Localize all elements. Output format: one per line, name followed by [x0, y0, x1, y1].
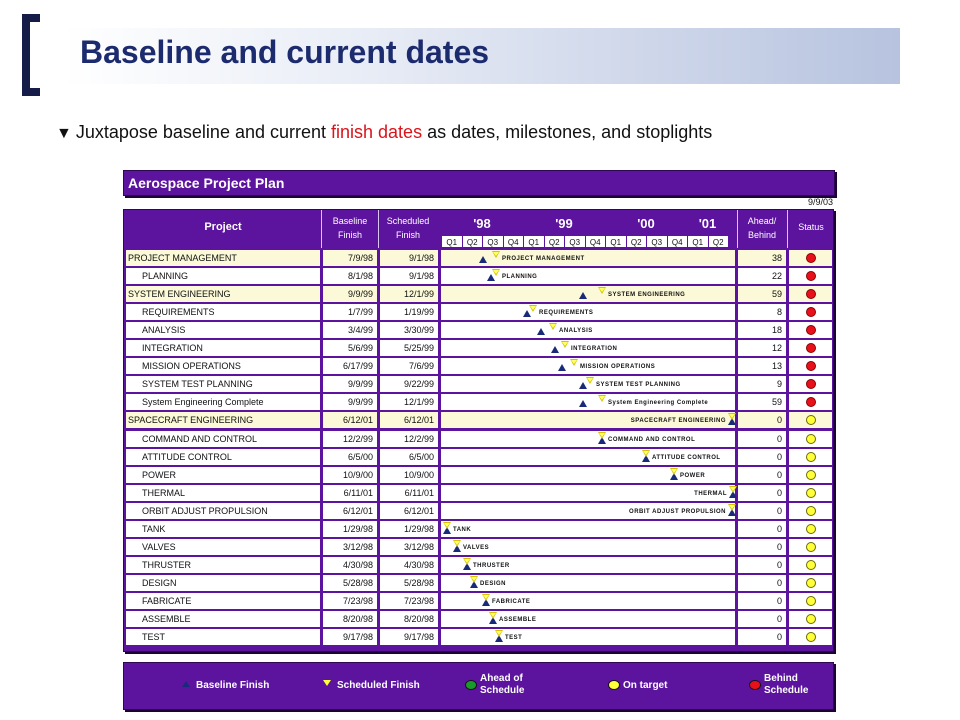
red-light-icon	[806, 397, 816, 407]
bullet-triangle-icon: ▼	[56, 125, 72, 142]
baseline-finish: 5/28/98	[323, 575, 377, 591]
green-light-icon	[465, 680, 477, 690]
baseline-finish: 1/29/98	[323, 521, 377, 537]
yellow-light-icon	[806, 614, 816, 624]
baseline-finish: 1/7/99	[323, 304, 377, 320]
scheduled-finish: 6/12/01	[380, 503, 438, 519]
status-cell	[789, 521, 832, 537]
baseline-finish: 9/9/99	[323, 394, 377, 410]
yellow-light-icon	[806, 506, 816, 516]
baseline-finish: 9/17/98	[323, 629, 377, 645]
milestone-label: REQUIREMENTS	[539, 310, 594, 317]
red-light-icon	[806, 253, 816, 263]
ahead-behind-days: 0	[738, 593, 786, 609]
legend-ontarget: On target	[623, 680, 668, 691]
ahead-behind-days: 38	[738, 250, 786, 266]
timeline-cell	[441, 539, 735, 555]
ahead-behind-days: 0	[738, 431, 786, 447]
milestone-label: FABRICATE	[492, 598, 531, 605]
milestone-label: SYSTEM ENGINEERING	[608, 292, 686, 299]
quarter-label: Q2	[462, 235, 484, 248]
ahead-behind-days: 9	[738, 376, 786, 392]
timeline-cell	[441, 521, 735, 537]
yellow-light-icon	[806, 415, 816, 425]
legend-behind	[764, 673, 808, 697]
red-light-icon	[806, 271, 816, 281]
scheduled-finish: 6/11/01	[380, 485, 438, 501]
table-row[interactable]	[126, 503, 832, 519]
baseline-marker-icon	[551, 346, 559, 353]
quarter-label: Q1	[523, 235, 545, 248]
table-row[interactable]	[126, 593, 832, 609]
table-row[interactable]	[126, 412, 832, 428]
bullet-text	[56, 122, 712, 143]
status-cell	[789, 503, 832, 519]
scheduled-marker-icon	[728, 413, 736, 420]
scheduled-finish: 8/20/98	[380, 611, 438, 627]
milestone-label: COMMAND AND CONTROL	[608, 436, 696, 443]
red-light-icon	[806, 289, 816, 299]
header-divider	[737, 210, 738, 248]
timeline-cell	[441, 611, 735, 627]
header-divider	[787, 210, 788, 248]
header-scheduled	[379, 214, 437, 242]
task-name: ASSEMBLE	[126, 611, 320, 627]
year-label: '00	[637, 216, 655, 231]
milestone-label: System Engineering Complete	[608, 400, 709, 407]
scheduled-marker-icon	[670, 468, 678, 475]
task-name: THERMAL	[126, 485, 320, 501]
ahead-behind-days: 59	[738, 394, 786, 410]
baseline-finish: 6/12/01	[323, 503, 377, 519]
milestone-label: INTEGRATION	[571, 346, 618, 353]
bullet-text-accent: finish dates	[331, 122, 423, 142]
scheduled-finish: 3/30/99	[380, 322, 438, 338]
scheduled-marker-icon	[570, 359, 578, 366]
status-cell	[789, 593, 832, 609]
status-cell	[789, 485, 832, 501]
table-row[interactable]	[126, 557, 832, 573]
milestone-label: ORBIT ADJUST PROPULSION	[629, 508, 726, 515]
milestone-label: ATTITUDE CONTROL	[652, 454, 721, 461]
milestone-label: MISSION OPERATIONS	[580, 364, 656, 371]
table-row[interactable]	[126, 467, 832, 483]
table-row[interactable]	[126, 449, 832, 465]
timeline-cell	[441, 340, 735, 356]
table-row[interactable]	[126, 629, 832, 645]
plan-date: 9/9/03	[808, 197, 834, 207]
red-light-icon	[749, 680, 761, 690]
status-cell	[789, 268, 832, 284]
scheduled-finish: 1/19/99	[380, 304, 438, 320]
quarter-label: Q1	[605, 235, 627, 248]
table-row[interactable]	[126, 304, 832, 320]
timeline-cell	[441, 557, 735, 573]
table-row[interactable]	[126, 322, 832, 338]
status-cell	[789, 539, 832, 555]
baseline-finish: 6/12/01	[323, 412, 377, 428]
legend-behind-line1: Behind	[764, 673, 798, 684]
scheduled-finish: 6/5/00	[380, 449, 438, 465]
scheduled-marker-icon	[561, 341, 569, 348]
task-name: TANK	[126, 521, 320, 537]
baseline-finish: 9/9/99	[323, 286, 377, 302]
status-cell	[789, 557, 832, 573]
scheduled-marker-icon	[598, 432, 606, 439]
scheduled-marker-icon	[549, 323, 557, 330]
yellow-light-icon	[806, 434, 816, 444]
quarter-label: Q4	[585, 235, 607, 248]
ahead-behind-days: 18	[738, 322, 786, 338]
baseline-finish: 9/9/99	[323, 376, 377, 392]
status-cell	[789, 322, 832, 338]
status-cell	[789, 376, 832, 392]
status-cell	[789, 340, 832, 356]
yellow-light-icon	[806, 470, 816, 480]
yellow-light-icon	[806, 578, 816, 588]
milestone-label: TEST	[505, 635, 523, 642]
yellow-light-icon	[806, 452, 816, 462]
status-cell	[789, 611, 832, 627]
ahead-behind-days: 0	[738, 629, 786, 645]
status-cell	[789, 394, 832, 410]
bullet-text-before: Juxtapose baseline and current	[75, 122, 332, 142]
timeline-cell	[441, 593, 735, 609]
scheduled-marker-icon	[492, 251, 500, 258]
task-name: REQUIREMENTS	[126, 304, 320, 320]
table-row[interactable]	[126, 268, 832, 284]
task-name: COMMAND AND CONTROL	[126, 431, 320, 447]
header-divider	[378, 210, 379, 248]
task-name: MISSION OPERATIONS	[126, 358, 320, 374]
table-row[interactable]	[126, 521, 832, 537]
scheduled-finish: 10/9/00	[380, 467, 438, 483]
header-ahead-line1: Ahead/	[747, 216, 777, 226]
header-scheduled-line1: Scheduled	[386, 216, 430, 226]
header-status: Status	[798, 222, 824, 232]
scheduled-finish: 5/25/99	[380, 340, 438, 356]
table-row[interactable]	[126, 575, 832, 591]
timeline-cell	[441, 575, 735, 591]
quarter-label: Q3	[646, 235, 668, 248]
scheduled-marker-icon	[728, 504, 736, 511]
header-baseline-line1: Baseline	[332, 216, 368, 226]
baseline-marker-icon	[479, 256, 487, 263]
baseline-marker-icon	[558, 364, 566, 371]
scheduled-marker-icon	[586, 377, 594, 384]
table-row[interactable]	[126, 539, 832, 555]
timeline-cell	[441, 412, 735, 428]
scheduled-finish: 5/28/98	[380, 575, 438, 591]
milestone-label: DESIGN	[480, 580, 507, 587]
header-divider	[321, 210, 322, 248]
task-name: POWER	[126, 467, 320, 483]
table-row[interactable]	[126, 394, 832, 410]
task-name: SPACECRAFT ENGINEERING	[126, 412, 320, 428]
header-ahead-behind	[737, 214, 787, 242]
title-bracket	[22, 14, 40, 96]
timeline-cell	[441, 629, 735, 645]
yellow-light-icon	[806, 488, 816, 498]
year-label: '01	[698, 216, 717, 231]
legend-scheduled: Scheduled Finish	[337, 680, 420, 691]
task-name: SYSTEM ENGINEERING	[126, 286, 320, 302]
ahead-behind-days: 0	[738, 611, 786, 627]
baseline-finish: 7/23/98	[323, 593, 377, 609]
milestone-label: TANK	[453, 526, 472, 533]
milestone-label: ANALYSIS	[559, 328, 593, 335]
plan-title: Aerospace Project Plan	[128, 175, 285, 191]
scheduled-marker-icon	[323, 680, 331, 686]
header-baseline	[322, 214, 378, 242]
scheduled-marker-icon	[470, 576, 478, 583]
red-light-icon	[806, 361, 816, 371]
timeline-cell	[441, 268, 735, 284]
baseline-finish: 3/4/99	[323, 322, 377, 338]
scheduled-marker-icon	[489, 612, 497, 619]
header-ahead-line2: Behind	[747, 230, 777, 240]
ahead-behind-days: 0	[738, 521, 786, 537]
quarter-label: Q3	[564, 235, 586, 248]
task-name: PROJECT MANAGEMENT	[126, 250, 320, 266]
status-cell	[789, 412, 832, 428]
milestone-label: PROJECT MANAGEMENT	[502, 256, 585, 262]
scheduled-marker-icon	[598, 287, 606, 294]
baseline-finish: 10/9/00	[323, 467, 377, 483]
header-project: Project	[204, 221, 242, 233]
ahead-behind-days: 0	[738, 467, 786, 483]
yellow-light-icon	[608, 680, 620, 690]
timeline-cell	[441, 304, 735, 320]
task-name: ANALYSIS	[126, 322, 320, 338]
status-cell	[789, 286, 832, 302]
scheduled-finish: 9/1/98	[380, 250, 438, 266]
scheduled-marker-icon	[598, 395, 606, 402]
baseline-finish: 7/9/98	[323, 250, 377, 266]
legend-behind-line2: Schedule	[764, 685, 809, 696]
scheduled-marker-icon	[492, 269, 500, 276]
task-name: TEST	[126, 629, 320, 645]
legend-ahead	[480, 673, 524, 697]
scheduled-finish: 3/12/98	[380, 539, 438, 555]
ahead-behind-days: 22	[738, 268, 786, 284]
baseline-finish: 6/17/99	[323, 358, 377, 374]
baseline-finish: 8/1/98	[323, 268, 377, 284]
baseline-finish: 8/20/98	[323, 611, 377, 627]
status-cell	[789, 467, 832, 483]
table-row[interactable]	[126, 286, 832, 302]
baseline-marker-icon	[579, 400, 587, 407]
milestone-label: POWER	[680, 472, 706, 479]
milestone-label: PLANNING	[502, 274, 538, 281]
scheduled-finish: 7/23/98	[380, 593, 438, 609]
scheduled-finish: 12/1/99	[380, 286, 438, 302]
scheduled-finish: 9/1/98	[380, 268, 438, 284]
scheduled-marker-icon	[729, 486, 737, 493]
baseline-finish: 5/6/99	[323, 340, 377, 356]
timeline-cell	[441, 376, 735, 392]
baseline-finish: 6/5/00	[323, 449, 377, 465]
scheduled-finish: 12/1/99	[380, 394, 438, 410]
timeline-cell	[441, 322, 735, 338]
timeline-cell	[441, 503, 735, 519]
legend-ahead-line2: Schedule	[480, 685, 525, 696]
plan-title-bar	[123, 170, 835, 196]
quarter-label: Q2	[626, 235, 648, 248]
scheduled-marker-icon	[443, 522, 451, 529]
baseline-marker-icon	[182, 681, 190, 687]
table-row[interactable]	[126, 485, 832, 501]
timeline-cell	[441, 394, 735, 410]
timeline-cell	[441, 358, 735, 374]
scheduled-marker-icon	[453, 540, 461, 547]
scheduled-finish: 12/2/99	[380, 431, 438, 447]
red-light-icon	[806, 343, 816, 353]
scheduled-finish: 9/22/99	[380, 376, 438, 392]
scheduled-marker-icon	[529, 305, 537, 312]
task-name: FABRICATE	[126, 593, 320, 609]
status-cell	[789, 304, 832, 320]
yellow-light-icon	[806, 524, 816, 534]
timeline-cell	[441, 250, 735, 266]
quarter-label: Q2	[708, 235, 730, 248]
legend-ahead-line1: Ahead of	[480, 673, 523, 684]
milestone-label: THRUSTER	[473, 562, 510, 569]
scheduled-finish: 7/6/99	[380, 358, 438, 374]
scheduled-marker-icon	[482, 594, 490, 601]
legend-baseline: Baseline Finish	[196, 680, 270, 691]
task-name: DESIGN	[126, 575, 320, 591]
table-row[interactable]	[126, 431, 832, 447]
baseline-finish: 4/30/98	[323, 557, 377, 573]
quarter-label: Q4	[667, 235, 689, 248]
table-row[interactable]	[126, 376, 832, 392]
task-name: System Engineering Complete	[126, 394, 320, 410]
timeline-cell	[441, 431, 735, 447]
yellow-light-icon	[806, 632, 816, 642]
project-grid	[123, 209, 834, 652]
ahead-behind-days: 8	[738, 304, 786, 320]
ahead-behind-days: 0	[738, 503, 786, 519]
milestone-label: VALVES	[463, 544, 490, 551]
baseline-finish: 12/2/99	[323, 431, 377, 447]
status-cell	[789, 629, 832, 645]
scheduled-finish: 4/30/98	[380, 557, 438, 573]
legend	[123, 662, 834, 710]
yellow-light-icon	[806, 596, 816, 606]
task-name: INTEGRATION	[126, 340, 320, 356]
quarter-label: Q1	[441, 235, 463, 248]
quarter-label: Q3	[482, 235, 504, 248]
table-row[interactable]	[126, 340, 832, 356]
scheduled-finish: 6/12/01	[380, 412, 438, 428]
table-row[interactable]	[126, 250, 832, 266]
timeline-cell	[441, 467, 735, 483]
status-cell	[789, 575, 832, 591]
status-cell	[789, 449, 832, 465]
yellow-light-icon	[806, 542, 816, 552]
ahead-behind-days: 59	[738, 286, 786, 302]
slide-title: Baseline and current dates	[80, 34, 490, 70]
ahead-behind-days: 0	[738, 485, 786, 501]
red-light-icon	[806, 307, 816, 317]
year-label: '98	[473, 216, 491, 231]
milestone-label: SPACECRAFT ENGINEERING	[630, 418, 726, 425]
ahead-behind-days: 13	[738, 358, 786, 374]
status-cell	[789, 431, 832, 447]
quarter-label: Q1	[687, 235, 709, 248]
ahead-behind-days: 0	[738, 539, 786, 555]
red-light-icon	[806, 379, 816, 389]
baseline-marker-icon	[537, 328, 545, 335]
task-name: ORBIT ADJUST PROPULSION	[126, 503, 320, 519]
ahead-behind-days: 0	[738, 449, 786, 465]
milestone-label: SYSTEM TEST PLANNING	[596, 382, 681, 389]
header-scheduled-line2: Finish	[395, 230, 420, 240]
timeline-cell	[441, 485, 735, 501]
status-cell	[789, 358, 832, 374]
timeline-cell	[441, 286, 735, 302]
task-name: SYSTEM TEST PLANNING	[126, 376, 320, 392]
scheduled-finish: 1/29/98	[380, 521, 438, 537]
scheduled-finish: 9/17/98	[380, 629, 438, 645]
baseline-finish: 3/12/98	[323, 539, 377, 555]
task-name: ATTITUDE CONTROL	[126, 449, 320, 465]
quarter-label: Q4	[503, 235, 525, 248]
red-light-icon	[806, 325, 816, 335]
quarter-label: Q2	[544, 235, 566, 248]
task-name: THRUSTER	[126, 557, 320, 573]
task-name: VALVES	[126, 539, 320, 555]
baseline-marker-icon	[579, 292, 587, 299]
year-label: '99	[555, 216, 573, 231]
table-row[interactable]	[126, 358, 832, 374]
scheduled-marker-icon	[495, 630, 503, 637]
ahead-behind-days: 0	[738, 557, 786, 573]
ahead-behind-days: 0	[738, 575, 786, 591]
table-row[interactable]	[126, 611, 832, 627]
ahead-behind-days: 0	[738, 412, 786, 428]
status-cell	[789, 250, 832, 266]
milestone-label: THERMAL	[694, 490, 727, 497]
yellow-light-icon	[806, 560, 816, 570]
milestone-label: ASSEMBLE	[499, 617, 537, 623]
header-baseline-line2: Finish	[337, 230, 362, 240]
bullet-text-after: as dates, milestones, and stoplights	[422, 122, 713, 142]
ahead-behind-days: 12	[738, 340, 786, 356]
scheduled-marker-icon	[642, 450, 650, 457]
scheduled-marker-icon	[463, 558, 471, 565]
baseline-finish: 6/11/01	[323, 485, 377, 501]
timeline-cell	[441, 449, 735, 465]
task-name: PLANNING	[126, 268, 320, 284]
